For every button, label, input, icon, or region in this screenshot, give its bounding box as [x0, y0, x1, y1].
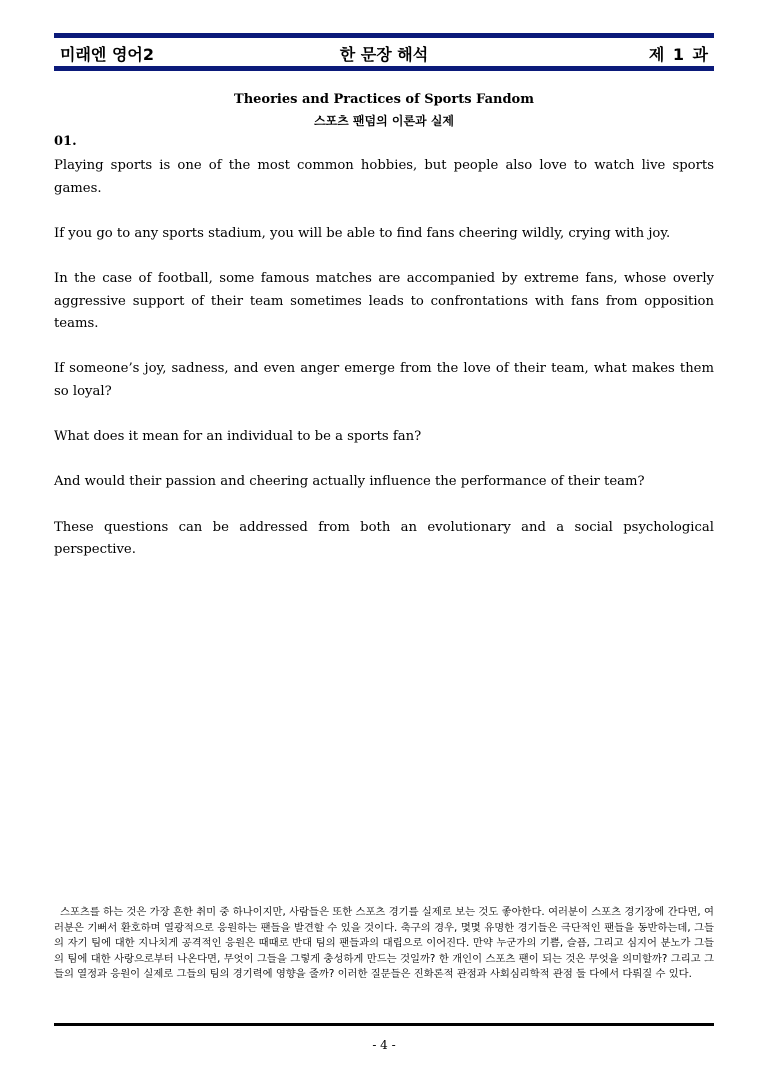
passage-body	[54, 155, 714, 584]
textbook-name: 미래엔 영어2	[60, 45, 154, 64]
sentence-paragraph: If someone’s joy, sadness, and even anger emerge from the love of their team, what makes them so loyal?	[54, 361, 714, 399]
page-number: - 4 -	[372, 1038, 396, 1052]
page-header	[54, 40, 714, 64]
section-number: 01.	[54, 134, 77, 149]
worksheet-type: 한 문장 해석	[339, 45, 429, 64]
sentence-paragraph: If you go to any sports stadium, you will be able to find fans cheering wildly, crying with joy.	[54, 225, 671, 241]
document-title: Theories and Practices of Sports Fandom	[234, 92, 534, 107]
sentence-paragraph: What does it mean for an individual to be a sports fan?	[54, 429, 422, 445]
sentence-paragraph: Playing sports is one of the most common hobbies, but people also love to watch live sports games.	[54, 158, 714, 196]
sentence-paragraph: And would their passion and cheering actually influence the performance of their team?	[54, 474, 645, 490]
sentence-paragraph: In the case of football, some famous matches are accompanied by extreme fans, whose overly aggressive support of their team sometimes leads to confrontations with fans from opposition teams.	[54, 270, 714, 332]
korean-translation: 스포츠를 하는 것은 가장 흔한 취미 중 하나이지만, 사람들은 또한 스포츠 경기를 실제로 보는 것도 좋아한다. 여러분이 스포츠 경기장에 간다면, 여러분은 기뻐서 환호하며 열광적으로 응원하는 팬들을 발견할 수 있을 것이다. 축구의 경우, 몇몇 유명한 경기들은 극단적인 팬들을 동반하는데, 그들의 자기 팀에 대한 지나치게 공격적인 응원은 때때로 반대 팀의 팬들과의 대립으로 이어진다. 만약 누군가의 기쁨, 슬픔, 그리고 심지어 분노가 그들의 팀에 대한 사랑으로부터 나온다면, 무엇이 그들을 그렇게 충성하게 만드는 것일까? 한 개인이 스포츠 팬이 되는 것은 무엇을 의미할까? 그리고 그들의 열정과 응원이 실제로 그들의 팀의 경기력에 영향을 줄까? 이러한 질문들은 진화론적 관점과 사회심리학적 관점 둘 다에서 다뤄질 수 있다.	[54, 906, 714, 981]
lesson-number: 제 1 과	[648, 45, 708, 64]
header-top-rule	[54, 33, 714, 38]
footer-rule	[54, 1023, 714, 1026]
sentence-paragraph: These questions can be addressed from both an evolutionary and a social psychological perspective.	[54, 519, 714, 558]
header-bottom-rule	[54, 66, 714, 71]
document-subtitle: 스포츠 팬덤의 이론과 실제	[313, 114, 455, 128]
